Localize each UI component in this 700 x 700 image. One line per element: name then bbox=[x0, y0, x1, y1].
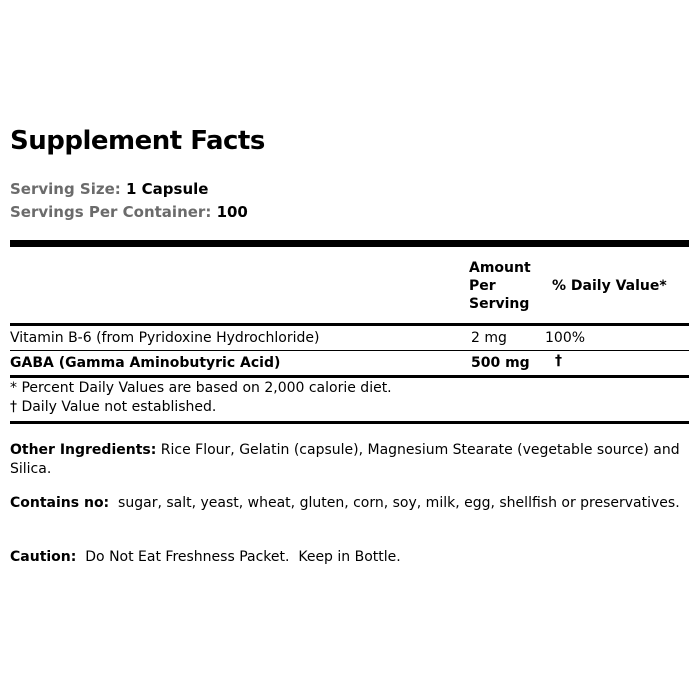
nutrient-amount-vitamin-b6: 2 mg bbox=[471, 330, 507, 346]
serving-size bbox=[10, 180, 208, 198]
other-ingredients bbox=[10, 441, 689, 479]
contains-no-label: Contains no: bbox=[10, 495, 110, 511]
nutrient-name-gaba: GABA (Gamma Aminobutyric Acid) bbox=[10, 355, 281, 371]
amount-header-line-1: Amount bbox=[469, 260, 531, 276]
other-ingredients-text: Rice Flour, Gelatin (capsule), Magnesium Stearate (vegetable source) and Silica. bbox=[10, 442, 680, 477]
daily-value-header: % Daily Value* bbox=[552, 278, 667, 294]
amount-header-line-3: Serving bbox=[469, 296, 530, 312]
other-ingredients-label: Other Ingredients: bbox=[10, 442, 157, 458]
amount-per-serving-header bbox=[469, 259, 531, 313]
footnote-daily-values: * Percent Daily Values are based on 2,000 calorie diet. bbox=[10, 380, 392, 396]
header-divider bbox=[10, 323, 689, 326]
footnote-not-established: † Daily Value not established. bbox=[10, 399, 217, 415]
bottom-divider bbox=[10, 421, 689, 424]
row-divider bbox=[10, 350, 689, 351]
nutrient-dv-vitamin-b6: 100% bbox=[545, 330, 586, 346]
servings-per-container bbox=[10, 203, 248, 221]
thick-divider bbox=[10, 240, 689, 247]
contains-no-text: sugar, salt, yeast, wheat, gluten, corn, soy, milk, egg, shellfish or preservatives. bbox=[109, 495, 680, 511]
caution bbox=[10, 548, 689, 567]
servings-per-container-value: 100 bbox=[216, 203, 248, 221]
nutrient-dv-gaba: † bbox=[555, 353, 562, 369]
serving-size-value: 1 Capsule bbox=[126, 180, 209, 198]
contains-no bbox=[10, 494, 689, 513]
amount-header-line-2: Per bbox=[469, 278, 496, 294]
servings-per-container-label: Servings Per Container: bbox=[10, 203, 212, 221]
page-title: Supplement Facts bbox=[10, 126, 265, 156]
caution-text: Do Not Eat Freshness Packet. Keep in Bottle. bbox=[76, 549, 401, 565]
nutrient-amount-gaba: 500 mg bbox=[471, 355, 530, 371]
table-bottom-divider bbox=[10, 375, 689, 378]
nutrient-name-vitamin-b6: Vitamin B-6 (from Pyridoxine Hydrochloride) bbox=[10, 330, 320, 346]
caution-label: Caution: bbox=[10, 549, 77, 565]
serving-size-label: Serving Size: bbox=[10, 180, 121, 198]
